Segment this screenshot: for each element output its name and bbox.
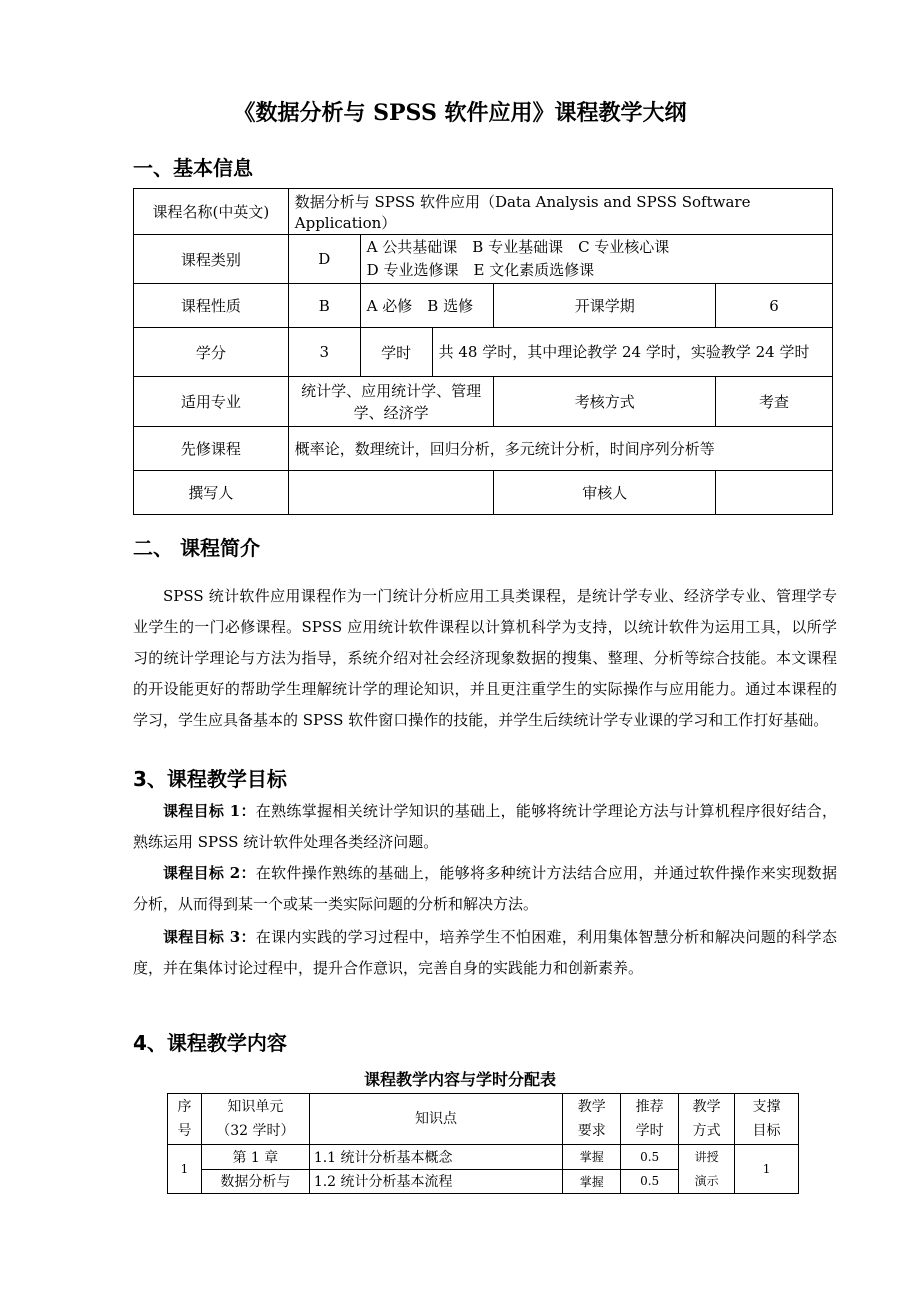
row-req-2: 掌握 xyxy=(563,1169,621,1194)
major-value: 统计学、应用统计学、管理学、经济学 xyxy=(288,377,494,427)
credit-value: 3 xyxy=(288,328,360,377)
section-heading-objectives: 3、课程教学目标 xyxy=(133,767,287,791)
section-heading-intro: 二、 课程简介 xyxy=(133,536,260,560)
objective-3 xyxy=(133,922,837,984)
row-point-1: 1.1 统计分析基本概念 xyxy=(309,1145,562,1170)
table-row xyxy=(168,1145,799,1170)
category-value: D xyxy=(288,235,360,284)
assess-label: 考核方式 xyxy=(494,377,716,427)
nature-value: B xyxy=(288,284,360,328)
header-seq-1: 序 xyxy=(177,1099,192,1115)
credit-label: 学分 xyxy=(134,328,289,377)
objective-3-label: 课程目标 3： xyxy=(163,928,256,946)
document-title: 《数据分析与 SPSS 软件应用》课程教学大纲 xyxy=(233,100,687,126)
course-name-value: 数据分析与 SPSS 软件应用（Data Analysis and SPSS Software Application） xyxy=(288,189,832,235)
prereq-label: 先修课程 xyxy=(134,427,289,471)
table-row xyxy=(134,328,833,377)
header-req-1: 教学 xyxy=(577,1099,606,1115)
table-row xyxy=(134,235,833,284)
header-target-2: 目标 xyxy=(752,1123,781,1139)
table-row xyxy=(134,471,833,515)
header-unit xyxy=(201,1094,309,1145)
row-seq: 1 xyxy=(168,1145,202,1194)
row-hours-1: 0.5 xyxy=(621,1145,679,1170)
objective-2-label: 课程目标 2： xyxy=(163,864,256,882)
category-options-line-1: A 公共基础课 B 专业基础课 C 专业核心课 xyxy=(366,238,670,256)
header-target-1: 支撑 xyxy=(752,1099,781,1115)
objective-2-text: 在软件操作熟练的基础上，能够将多种统计方法结合应用，并通过软件操作来实现数据分析，从而得到某一个或某一类实际问题的分析和解决方法。 xyxy=(133,864,837,913)
header-method xyxy=(679,1094,735,1145)
nature-label: 课程性质 xyxy=(134,284,289,328)
header-req xyxy=(563,1094,621,1145)
hours-value: 共 48 学时，其中理论教学 24 学时，实验教学 24 学时 xyxy=(432,328,832,377)
row-point-2: 1.2 统计分析基本流程 xyxy=(309,1169,562,1194)
semester-label: 开课学期 xyxy=(494,284,716,328)
writer-label: 撰写人 xyxy=(134,471,289,515)
header-seq xyxy=(168,1094,202,1145)
basic-info-table xyxy=(133,188,833,515)
header-target xyxy=(735,1094,799,1145)
table-row xyxy=(134,377,833,427)
row-method xyxy=(679,1145,735,1194)
category-options-line-2: D 专业选修课 E 文化素质选修课 xyxy=(366,261,595,279)
row-method-1: 讲授 xyxy=(694,1150,719,1164)
header-hours xyxy=(621,1094,679,1145)
nature-options: A 必修 B 选修 xyxy=(360,284,494,328)
header-method-1: 教学 xyxy=(692,1099,721,1115)
writer-value xyxy=(288,471,494,515)
content-table-caption: 课程教学内容与学时分配表 xyxy=(363,1070,556,1089)
row-hours-2: 0.5 xyxy=(621,1169,679,1194)
course-name-label: 课程名称(中英文) xyxy=(134,189,289,235)
objective-2 xyxy=(133,858,837,920)
header-unit-1: 知识单元 xyxy=(227,1099,284,1115)
header-point: 知识点 xyxy=(309,1094,562,1145)
header-seq-2: 号 xyxy=(177,1123,192,1139)
header-hours-2: 学时 xyxy=(635,1123,664,1139)
objective-3-text: 在课内实践的学习过程中，培养学生不怕困难，利用集体智慧分析和解决问题的科学态度，并在集体讨论过程中，提升合作意识，完善自身的实践能力和创新素养。 xyxy=(133,928,837,977)
header-method-2: 方式 xyxy=(692,1123,721,1139)
section-heading-content: 4、课程教学内容 xyxy=(133,1031,287,1055)
assess-value: 考查 xyxy=(716,377,833,427)
hours-label: 学时 xyxy=(360,328,432,377)
category-label: 课程类别 xyxy=(134,235,289,284)
table-row xyxy=(134,284,833,328)
prereq-value: 概率论，数理统计，回归分析，多元统计分析，时间序列分析等 xyxy=(288,427,832,471)
row-req-1: 掌握 xyxy=(563,1145,621,1170)
category-options xyxy=(360,235,832,284)
header-req-2: 要求 xyxy=(577,1123,606,1139)
semester-value: 6 xyxy=(716,284,833,328)
row-unit-2: 数据分析与 xyxy=(201,1169,309,1194)
major-label: 适用专业 xyxy=(134,377,289,427)
row-unit-1: 第 1 章 xyxy=(201,1145,309,1170)
objective-1-label: 课程目标 1： xyxy=(163,802,256,820)
section-heading-basic-info: 一、基本信息 xyxy=(133,156,253,180)
row-target: 1 xyxy=(735,1145,799,1194)
objective-1-text: 在熟练掌握相关统计学知识的基础上，能够将统计学理论方法与计算机程序很好结合，熟练运用 SPSS 统计软件处理各类经济问题。 xyxy=(133,802,837,851)
table-row xyxy=(134,189,833,235)
reviewer-label: 审核人 xyxy=(494,471,716,515)
table-header-row xyxy=(168,1094,799,1145)
intro-paragraph: SPSS 统计软件应用课程作为一门统计分析应用工具类课程，是统计学专业、经济学专业、管理学专业学生的一门必修课程。SPSS 应用统计软件课程以计算机科学为支持，以统计软件为运用工具，以所学习的统计学理论与方法为指导，系统介绍对社会经济现象数据的搜集、整理、分析等综合技能。本文课程的开设能更好的帮助学生理解统计学的理论知识，并且更注重学生的实际操作与应用能力。通过本课程的学习，学生应具备基本的 SPSS 软件窗口操作的技能，并学生后续统计学专业课的学习和工作打好基础。 xyxy=(133,587,837,729)
table-row xyxy=(134,427,833,471)
header-unit-2: （32 学时） xyxy=(216,1123,295,1139)
reviewer-value xyxy=(716,471,833,515)
header-hours-1: 推荐 xyxy=(635,1099,664,1115)
row-method-2: 演示 xyxy=(694,1174,719,1188)
objective-1 xyxy=(133,796,837,858)
content-table xyxy=(167,1093,799,1194)
